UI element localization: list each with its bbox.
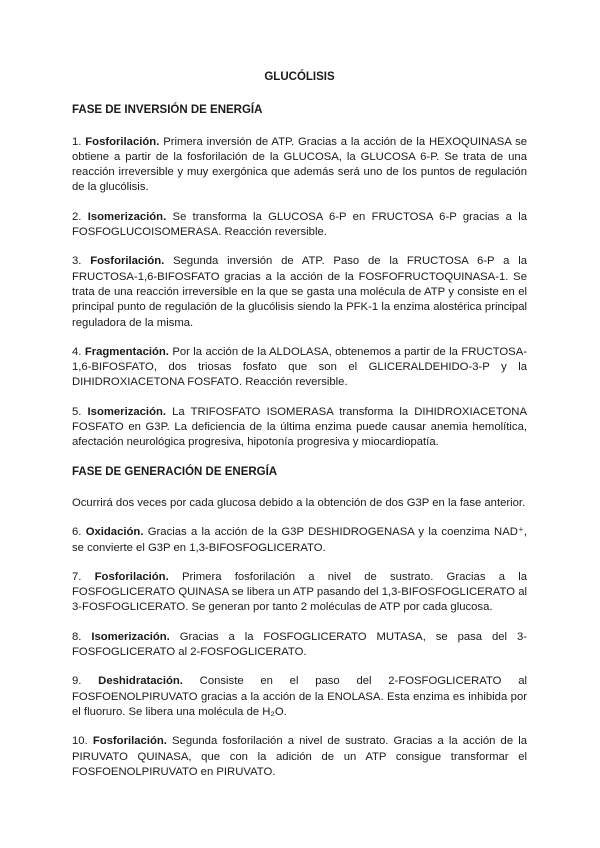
step-number: 1.	[72, 135, 82, 148]
step-text: Gracias a la FOSFOGLICERATO MUTASA, se pasa del 3-FOSFOGLICERATO al 2-FOSFOGLICERATO.	[72, 630, 527, 659]
step-heading: Fragmentación.	[84, 345, 169, 358]
step-number: 10.	[72, 735, 88, 748]
step-heading: Isomerización.	[87, 210, 167, 223]
step-text: Primera fosforilación a nivel de sustrato. Gracias a la FOSFOGLICERATO QUINASA se libera un ATP pasando del 1,3-BIFOSFOGLICERATO al 3-FOSFOGLICERATO. Se generan por tanto 2 moléculas de ATP por cada glucosa.	[72, 570, 528, 614]
step-paragraph	[72, 734, 527, 780]
step-number: 5.	[72, 405, 82, 418]
step-number: 7.	[72, 570, 82, 583]
step-text: Consiste en el paso del 2-FOSFOGLICERATO al FOSFOENOLPIRUVATO gracias a la acción de la ENOLASA. Esta enzima es inhibida por el fluoruro. Se libera una molécula de H₂O.	[72, 675, 528, 718]
step-number: 4.	[72, 345, 82, 358]
step-heading: Fosforilación.	[90, 255, 165, 268]
step-heading: Isomerización.	[87, 405, 167, 418]
step-heading: Deshidratación.	[98, 675, 183, 688]
step-heading: Oxidación.	[85, 526, 144, 539]
step-number: 6.	[72, 526, 82, 539]
section-heading-inversion: FASE DE INVERSIÓN DE ENERGÍA	[72, 104, 263, 117]
step-text: Segunda inversión de ATP. Paso de la FRUCTOSA 6-P a la FRUCTOSA-1,6-BIFOSFATO gracias a la acción de la FOSFOFRUCTOQUINASA-1. Se trata de una reacción irreversible en la que se gasta una molécula de ATP y consiste en el principal punto de regulación de la glucólisis siendo la PFK-1 la enzima alostérica principal reguladora de la misma.	[72, 255, 528, 329]
step-text: La TRIFOSFATO ISOMERASA transforma la DIHIDROXIACETONA FOSFATO en G3P. La deficiencia de la última enzima puede causar anemia hemolítica, afectación neurológica progresiva, hipotonía progresiva y miocardiopatía.	[72, 405, 527, 449]
step-text: Gracias a la acción de la G3P DESHIDROGENASA y la coenzima NAD⁺, se convierte el G3P en 1,3-BIFOSFOGLICERATO.	[72, 526, 527, 554]
step-paragraph	[72, 210, 527, 241]
step-number: 2.	[72, 210, 82, 223]
step-text: Primera inversión de ATP. Gracias a la acción de la HEXOQUINASA se obtiene a partir de la fosforilación de la GLUCOSA, la GLUCOSA 6-P. Se trata de una reacción irreversible y muy exergónica que además será uno de los puntos de regulación de la glucólisis.	[72, 135, 528, 194]
step-text: Segunda fosforilación a nivel de sustrato. Gracias a la acción de la PIRUVATO QUINASA, que con la adición de un ATP consigue transformar el FOSFOENOLPIRUVATO en PIRUVATO.	[72, 735, 528, 778]
step-paragraph	[72, 135, 527, 196]
section-heading-generacion: FASE DE GENERACIÓN DE ENERGÍA	[72, 465, 278, 478]
step-paragraph	[72, 405, 527, 451]
step-heading: Fosforilación.	[92, 735, 167, 748]
step-text: Se transforma la GLUCOSA 6-P en FRUCTOSA 6-P gracias a la FOSFOGLUCOISOMERASA. Reacción reversible.	[72, 210, 527, 239]
step-heading: Fosforilación.	[85, 135, 160, 148]
step-paragraph	[72, 570, 527, 616]
step-number: 3.	[72, 255, 82, 268]
step-heading: Isomerización.	[91, 630, 170, 643]
step-number: 9.	[72, 675, 82, 688]
step-heading: Fosforilación.	[94, 570, 169, 583]
step-paragraph	[72, 345, 527, 391]
step-paragraph	[72, 254, 527, 330]
step-paragraph	[72, 630, 527, 661]
document-title: GLUCÓLISIS	[264, 71, 335, 83]
step-paragraph	[72, 674, 527, 720]
document-page	[72, 70, 527, 794]
step-paragraph	[72, 525, 527, 556]
step-number: 8.	[72, 630, 82, 643]
step-text: Por la acción de la ALDOLASA, obtenemos a partir de la FRUCTOSA-1,6-BIFOSFATO, dos triosas fosfato que son el GLICERALDEHIDO-3-P y la DIHIDROXIACETONA FOSFATO. Reacción reversible.	[72, 345, 528, 389]
section-intro: Ocurrirá dos veces por cada glucosa debido a la obtención de dos G3P en la fase anterior.	[72, 496, 526, 509]
